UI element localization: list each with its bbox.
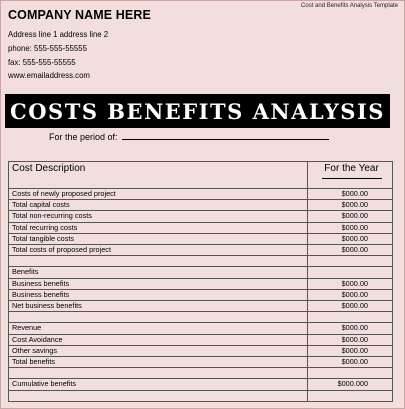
row-amount[interactable]: $000.00 — [308, 200, 393, 211]
table-row — [9, 211, 393, 222]
table-row — [9, 289, 393, 300]
table-row — [9, 233, 393, 244]
row-label[interactable]: Total non-recurring costs — [9, 211, 308, 222]
col-year-header — [308, 162, 393, 189]
row-amount[interactable]: $000.00 — [308, 211, 393, 222]
row-amount[interactable]: $000.00 — [308, 189, 393, 200]
year-underline — [322, 177, 382, 179]
row-amount[interactable]: $000.00 — [308, 334, 393, 345]
row-amount[interactable]: $000.00 — [308, 245, 393, 256]
row-label[interactable] — [9, 390, 308, 401]
row-amount[interactable] — [308, 312, 393, 323]
company-contact — [8, 28, 151, 83]
period-field — [49, 131, 329, 142]
row-label[interactable]: Total costs of proposed project — [9, 245, 308, 256]
company-block — [8, 8, 151, 83]
row-amount[interactable] — [308, 368, 393, 379]
row-label[interactable] — [9, 368, 308, 379]
cost-benefit-table — [8, 161, 393, 402]
page-title: COSTS BENEFITS ANALYSIS — [10, 98, 385, 124]
table-row — [9, 200, 393, 211]
row-label[interactable]: Costs of newly proposed project — [9, 189, 308, 200]
row-amount[interactable] — [308, 267, 393, 278]
table-row — [9, 267, 393, 278]
row-label[interactable]: Total tangible costs — [9, 233, 308, 244]
table-row — [9, 357, 393, 368]
row-label[interactable]: Benefits — [9, 267, 308, 278]
row-amount[interactable]: $000.000 — [308, 379, 393, 390]
company-phone: phone: 555-555-55555 — [8, 43, 87, 53]
row-label[interactable]: Cost Avoidance — [9, 334, 308, 345]
table-row — [9, 334, 393, 345]
company-fax: fax: 555-555-55555 — [8, 57, 76, 67]
row-amount[interactable] — [308, 390, 393, 401]
row-label[interactable]: Cumulative benefits — [9, 379, 308, 390]
table-row — [9, 245, 393, 256]
row-amount[interactable]: $000.00 — [308, 222, 393, 233]
col-year-label: For the Year — [324, 163, 379, 174]
row-label[interactable]: Total recurring costs — [9, 222, 308, 233]
title-banner — [5, 94, 390, 128]
row-amount[interactable]: $000.00 — [308, 278, 393, 289]
table-row — [9, 312, 393, 323]
company-address: Address line 1 address line 2 — [8, 30, 109, 39]
period-input-line[interactable] — [122, 131, 329, 140]
row-label[interactable] — [9, 312, 308, 323]
row-label[interactable]: Net business benefits — [9, 301, 308, 312]
table-row — [9, 368, 393, 379]
row-amount[interactable]: $000.00 — [308, 357, 393, 368]
row-amount[interactable]: $000.00 — [308, 323, 393, 334]
table-row — [9, 256, 393, 267]
row-label[interactable]: Business benefits — [9, 289, 308, 300]
period-label: For the period of: — [49, 132, 118, 142]
table-row — [9, 323, 393, 334]
table-row — [9, 390, 393, 401]
header-note: Cost and Benefits Analysis Template — [301, 3, 398, 9]
row-label[interactable]: Business benefits — [9, 278, 308, 289]
row-label[interactable] — [9, 256, 308, 267]
col-description-header: Cost Description — [9, 162, 308, 189]
row-label[interactable]: Total benefits — [9, 357, 308, 368]
row-amount[interactable]: $000.00 — [308, 289, 393, 300]
row-label[interactable]: Revenue — [9, 323, 308, 334]
row-amount[interactable] — [308, 256, 393, 267]
row-amount[interactable]: $000.00 — [308, 301, 393, 312]
table-row — [9, 301, 393, 312]
row-label[interactable]: Other savings — [9, 345, 308, 356]
row-label[interactable]: Total capital costs — [9, 200, 308, 211]
table-row — [9, 189, 393, 200]
row-amount[interactable]: $000.00 — [308, 345, 393, 356]
table-row — [9, 345, 393, 356]
company-name: COMPANY NAME HERE — [8, 8, 151, 22]
row-amount[interactable]: $000.00 — [308, 233, 393, 244]
table-row — [9, 222, 393, 233]
table-row — [9, 379, 393, 390]
table-row — [9, 278, 393, 289]
table-header-row — [9, 162, 393, 189]
company-web: www.emailaddress.com — [8, 71, 90, 81]
